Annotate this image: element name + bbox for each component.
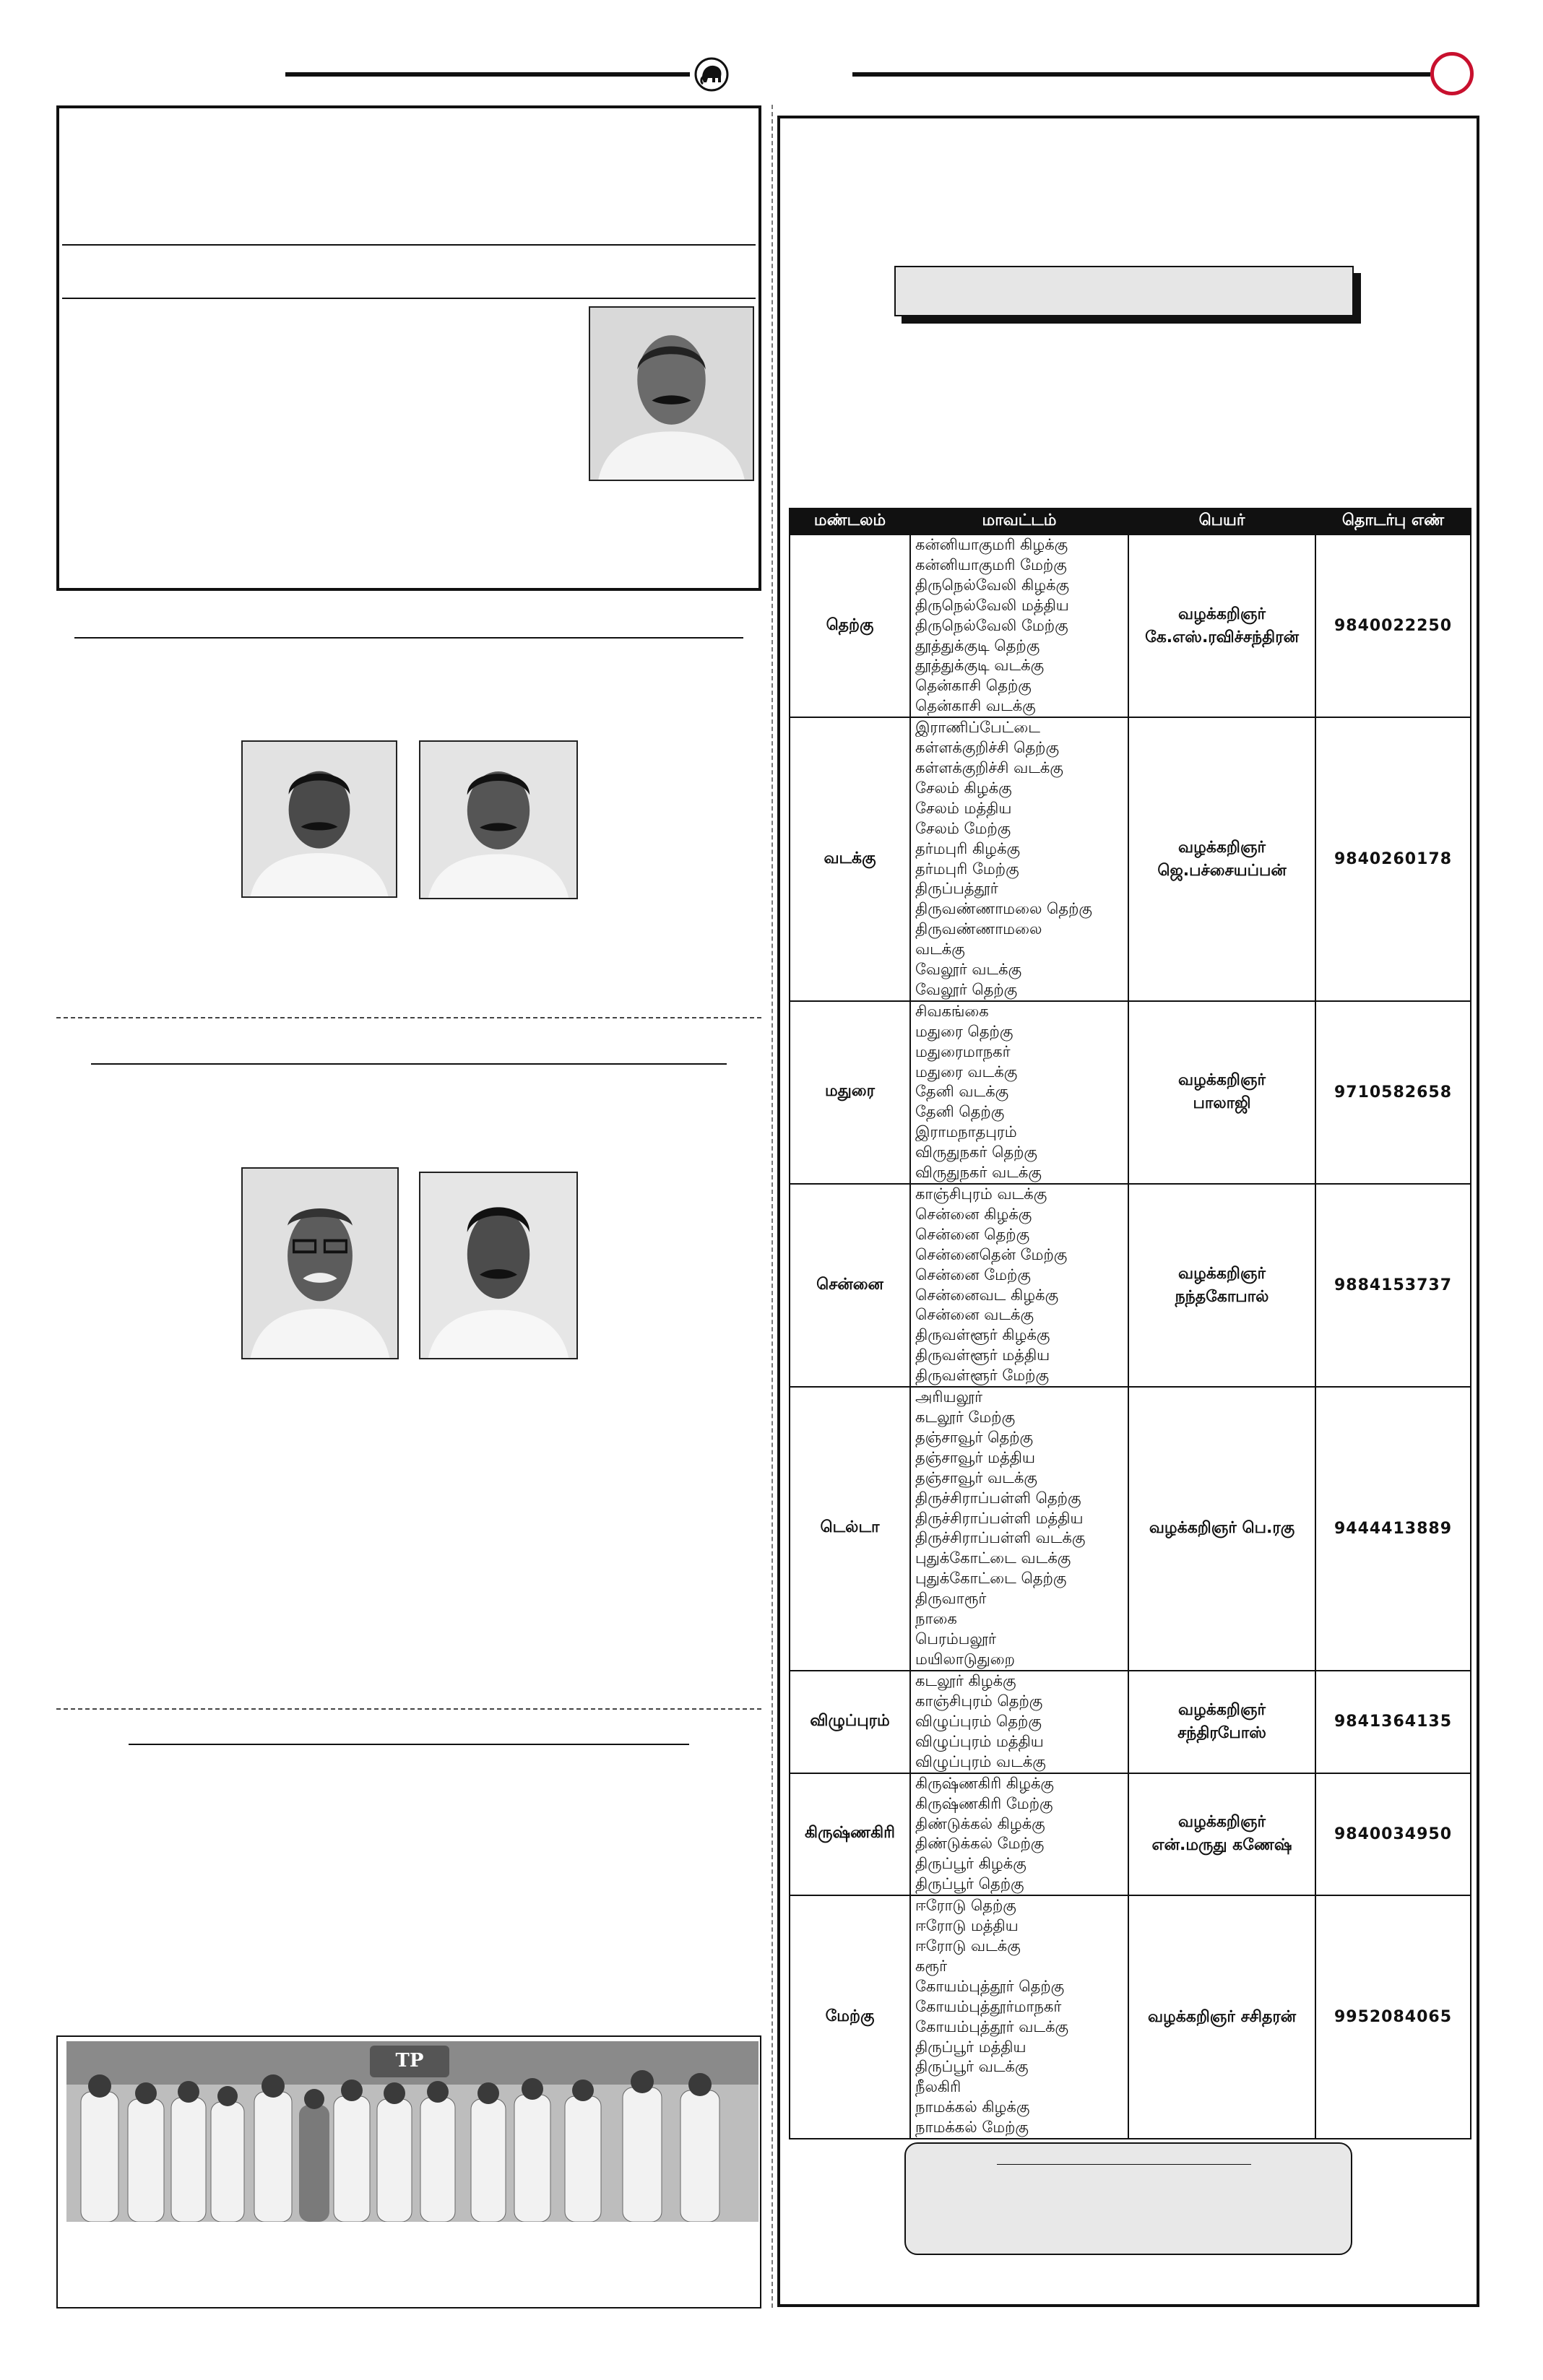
district-item: திருச்சிராப்பள்ளி மத்திய [915,1509,1084,1527]
district-item: திருநெல்வேலி கிழக்கு [915,576,1070,594]
section-rule-3 [129,1744,689,1745]
district-item: கள்ளக்குறிச்சி தெற்கு [915,739,1059,757]
district-item: திருப்பூர் மத்திய [915,2038,1026,2056]
district-item: விழுப்புரம் வடக்கு [915,1752,1046,1770]
district-item: இராமநாதபுரம் [915,1123,1017,1141]
phone-number-cell: 9710582658 [1315,1001,1471,1184]
contact-name-cell [1128,717,1315,1001]
contact-name-cell [1128,1895,1315,2139]
section-rule-2 [91,1063,727,1065]
district-item: விழுப்புரம் மத்திய [915,1732,1044,1750]
district-item: சென்னைவட கிழக்கு [915,1286,1059,1304]
district-item: கோயம்புத்தூர்மாநகர் [915,1997,1062,2015]
district-list-cell [910,1895,1128,2139]
district-item: திருவண்ணாமலை [915,920,1042,938]
district-item: வேலூர் வடக்கு [915,961,1022,979]
contact-name: பாலாஜி [1193,1094,1251,1113]
zone-cell: டெல்டா [790,1387,910,1671]
district-list-cell [910,1773,1128,1895]
contact-title: வழக்கறிஞர் பெ.ரகு [1149,1519,1295,1538]
group-photo-banner-text: TP [395,2050,424,2072]
table-header-row [790,509,1471,535]
district-item: ஈரோடு மத்திய [915,1917,1019,1935]
district-item: நாமக்கல் கிழக்கு [915,2098,1030,2116]
phone-number-cell: 9952084065 [1315,1895,1471,2139]
column-header-district: மாவட்டம் [910,509,1128,535]
district-item: இராணிப்பேட்டை [915,719,1040,737]
district-item: காஞ்சிபுரம் வடக்கு [915,1185,1047,1203]
table-row [790,535,1471,717]
district-item: சேலம் மத்திய [915,799,1012,817]
contact-name-cell [1128,535,1315,717]
district-item: திருப்பூர் கிழக்கு [915,1855,1026,1873]
header-rule-left [285,72,690,74]
district-item: திருவாரூர் [915,1590,987,1608]
table-row [790,1387,1471,1671]
footer-note-rule [997,2164,1251,2165]
district-item: திருவள்ளூர் கிழக்கு [915,1326,1050,1344]
table-row [790,1895,1471,2139]
district-item: வடக்கு [915,940,965,959]
column-header-phone: தொடர்பு எண் [1315,509,1471,535]
phone-number-cell: 9841364135 [1315,1671,1471,1773]
phone-number-cell: 9840022250 [1315,535,1471,717]
phone-number-cell: 9884153737 [1315,1184,1471,1387]
district-item: கன்னியாகுமரி மேற்கு [915,555,1067,574]
district-item: தர்மபுரி மேற்கு [915,860,1019,878]
district-item: தர்மபுரி கிழக்கு [915,839,1021,857]
district-item: வேலூர் தெற்கு [915,980,1018,998]
district-list-cell [910,717,1128,1001]
contact-name: நந்தகோபால் [1175,1287,1269,1306]
district-item: சென்னைதென் மேற்கு [915,1245,1068,1263]
zone-cell: மேற்கு [790,1895,910,2139]
district-item: கன்னியாகுமரி கிழக்கு [915,536,1068,553]
district-item: சென்னை கிழக்கு [915,1205,1032,1223]
group-photo [66,2041,758,2222]
district-list-cell [910,1184,1128,1387]
district-item: தூத்துக்குடி தெற்கு [915,636,1040,654]
district-item: தென்காசி தெற்கு [915,677,1032,695]
contact-title: வழக்கறிஞர் [1178,1264,1266,1283]
district-item: கோயம்புத்தூர் வடக்கு [915,2017,1069,2035]
district-item: நீலகிரி [915,2078,961,2096]
district-item: திருநெல்வேலி மேற்கு [915,616,1068,634]
district-item: நாகை [915,1610,957,1628]
zone-cell: சென்னை [790,1184,910,1387]
district-item: விருதுநகர் வடக்கு [915,1164,1042,1182]
district-item: கோயம்புத்தூர் தெற்கு [915,1977,1065,1995]
footer-note-box [904,2142,1352,2255]
district-list-cell [910,1001,1128,1184]
zone-cell: கிருஷ்ணகிரி [790,1773,910,1895]
district-item: புதுக்கோட்டை தெற்கு [915,1570,1067,1588]
contact-name: என்.மருது கணேஷ் [1151,1836,1292,1855]
table-row [790,717,1471,1001]
district-item: அரியலூர் [915,1388,983,1406]
district-item: சிவகங்கை [915,1002,989,1020]
district-item: மதுரை வடக்கு [915,1063,1018,1081]
zone-cell: மதுரை [790,1001,910,1184]
phone-number-cell: 9840034950 [1315,1773,1471,1895]
district-item: கடலூர் மேற்கு [915,1408,1016,1426]
district-item: சேலம் கிழக்கு [915,779,1012,797]
column-header-name: பெயர் [1128,509,1315,535]
portrait-photo [419,1172,578,1359]
district-item: திண்டுக்கல் கிழக்கு [915,1814,1045,1832]
district-item: தஞ்சாவூர் வடக்கு [915,1468,1037,1487]
section-divider-dashed [56,1708,761,1710]
phone-number-cell: 9444413889 [1315,1387,1471,1671]
district-item: கள்ளக்குறிச்சி வடக்கு [915,758,1063,776]
district-item: தஞ்சாவூர் தெற்கு [915,1428,1034,1446]
district-item: சென்னை தெற்கு [915,1225,1030,1243]
district-item: ஈரோடு வடக்கு [915,1937,1021,1955]
table-row [790,1773,1471,1895]
table-row [790,1001,1471,1184]
contact-title: வழக்கறிஞர் [1178,1813,1266,1832]
contact-title: வழக்கறிஞர் [1178,1700,1266,1719]
district-item: புதுக்கோட்டை வடக்கு [915,1549,1071,1567]
district-item: தேனி வடக்கு [915,1083,1009,1101]
section-rule-1 [74,637,743,639]
portrait-photo [419,740,578,899]
district-item: நாமக்கல் மேற்கு [915,2119,1029,2137]
phone-number-cell: 9840260178 [1315,717,1471,1001]
district-item: மதுரைமாநகர் [915,1042,1011,1060]
district-item: தூத்துக்குடி வடக்கு [915,657,1045,675]
elephant-emblem-icon [693,56,730,92]
district-item: கிருஷ்ணகிரி மேற்கு [915,1794,1053,1812]
district-item: காஞ்சிபுரம் தெற்கு [915,1692,1043,1710]
district-list-cell [910,1387,1128,1671]
district-item: திண்டுக்கல் மேற்கு [915,1835,1045,1853]
district-item: திருவள்ளூர் மத்திய [915,1346,1050,1364]
contact-name: கே.எஸ்.ரவிச்சந்திரன் [1145,628,1299,646]
top-box-rule-2 [62,298,756,299]
district-item: சேலம் மேற்கு [915,819,1011,837]
district-item: திருச்சிராப்பள்ளி வடக்கு [915,1529,1086,1547]
zone-cell: விழுப்புரம் [790,1671,910,1773]
district-item: கரூர் [915,1957,948,1975]
district-item: கிருஷ்ணகிரி கிழக்கு [915,1774,1054,1792]
district-item: பெரம்பலூர் [915,1630,997,1648]
contact-title: வழக்கறிஞர் [1178,1071,1266,1090]
zone-cell: தெற்கு [790,535,910,717]
column-header-zone: மண்டலம் [790,509,910,535]
district-item: திருவள்ளூர் மேற்கு [915,1367,1050,1385]
district-item: ஈரோடு தெற்கு [915,1897,1016,1915]
district-item: விழுப்புரம் தெற்கு [915,1712,1042,1730]
column-divider [772,105,773,2308]
contact-name-cell [1128,1387,1315,1671]
table-row [790,1184,1471,1387]
contact-name: ஜெ.பச்சையப்பன் [1157,861,1287,880]
portrait-photo [589,306,754,481]
district-item: திருநெல்வேலி மத்திய [915,596,1069,614]
table-row [790,1671,1471,1773]
top-box-rule-1 [62,244,756,246]
district-item: கடலூர் கிழக்கு [915,1671,1016,1689]
district-item: திருப்பூர் வடக்கு [915,2058,1029,2076]
district-item: திருச்சிராப்பள்ளி தெற்கு [915,1489,1081,1507]
contact-title: வழக்கறிஞர் சசிதரன் [1147,2007,1297,2026]
district-item: மதுரை தெற்கு [915,1022,1013,1040]
contact-title: வழக்கறிஞர் [1178,605,1266,623]
district-list-cell [910,1671,1128,1773]
district-list-cell [910,535,1128,717]
district-item: தஞ்சாவூர் மத்திய [915,1448,1035,1466]
district-item: தென்காசி வடக்கு [915,697,1036,715]
district-item: விருதுநகர் தெற்கு [915,1143,1037,1161]
portrait-photo [241,1167,399,1359]
district-item: மயிலாடுதுறை [915,1650,1015,1668]
section-divider-dashed [56,1017,761,1018]
header-rule-right [852,72,1430,74]
contact-name-cell [1128,1184,1315,1387]
district-item: சென்னை மேற்கு [915,1265,1031,1284]
district-item: திருப்பூர் தெற்கு [915,1875,1024,1893]
contact-title: வழக்கறிஞர் [1178,838,1266,857]
contact-name-cell [1128,1001,1315,1184]
district-contact-table [789,508,1471,2139]
contact-name: சந்திரபோஸ் [1177,1723,1266,1742]
heading-banner [894,266,1354,316]
district-item: திருவண்ணாமலை தெற்கு [915,900,1092,918]
portrait-photo [241,740,397,898]
red-ring-icon [1430,52,1474,95]
district-item: திருப்பத்தூர் [915,880,998,898]
contact-name-cell [1128,1773,1315,1895]
district-item: தேனி தெற்கு [915,1103,1005,1121]
contact-name-cell [1128,1671,1315,1773]
zone-cell: வடக்கு [790,717,910,1001]
district-item: சென்னை வடக்கு [915,1306,1034,1324]
